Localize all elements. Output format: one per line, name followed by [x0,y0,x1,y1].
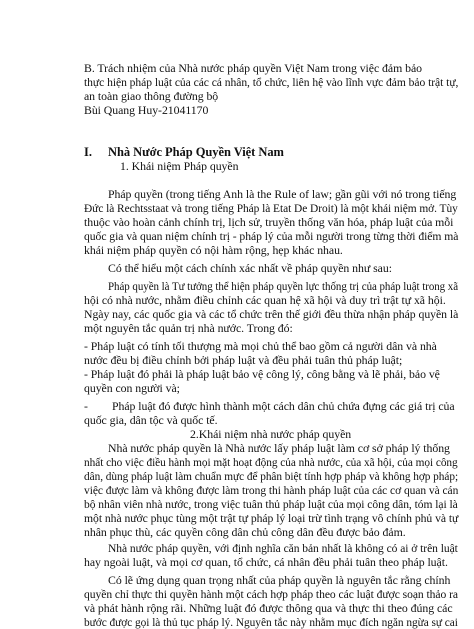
para1-line-5: khái niệm pháp quyền có nội hàm rộng, hẹp khác nhau. [84,243,343,257]
subsection-1-title: 1. Khái niệm Pháp quyền [120,159,239,173]
para6-line-4: bước được gọi là thủ tục pháp lý. Nguyên tắc này nhằm mục đích ngăn ngừa sự cai [84,615,458,629]
header-line-2: thực hiện pháp luật của các cá nhân, tổ chức, liên hệ vào lĩnh vực đảm bảo trật tự, [84,75,459,89]
bullet-1-line-2: nước đều bị điều chỉnh bởi pháp luật và đều phải tuân thủ pháp luật; [84,353,403,367]
para4-line-6: một nhà nước phục tùng một trật tự pháp lý loại trừ tình trạng vô chính phủ và tự [84,511,459,525]
subsection-2-title: 2.Khái niệm nhà nước pháp quyền [190,427,352,441]
para3-line-4: một nguyên tắc quản trị nhà nước. Trong đó: [84,321,293,335]
bullet-3-dash: - [84,399,88,413]
bullet-2-line-2: quyền con người và; [84,381,180,395]
bullet-2-line-1: - Pháp luật đó phải là pháp luật bảo vệ công lý, công bằng và lẽ phải, bảo vệ [84,367,440,381]
bullet-3-line-2: quốc gia, dân tộc và quốc tế. [84,413,218,427]
para6-line-2: quyền chỉ thực thi quyền hành một cách hợp pháp theo các luật được soạn thảo ra [84,587,458,601]
para6-line-1: Có lẽ ứng dụng quan trọng nhất của pháp quyền là nguyên tắc rằng chính [108,573,451,587]
para1-line-2: Đức là Rechtsstaat và trong tiếng Pháp là Etat De Droit) là một khái niệm mở. Tùy [84,201,458,215]
bullet-3-line-1: Pháp luật đó được hình thành một cách dân chủ chứa đựng các giá trị của [112,399,455,413]
para5-line-1: Nhà nước pháp quyền, với định nghĩa căn bản nhất là không có ai ở trên luật [108,541,458,555]
para6-line-3: và phát hành rộng rãi. Những luật đó được thông qua và thực thi theo đúng các [84,601,453,615]
para4-line-1: Nhà nước pháp quyền là Nhà nước lấy pháp luật làm cơ sở pháp lý thống [108,441,450,455]
bullet-1-line-1: - Pháp luật có tính tối thượng mà mọi chủ thể bao gồm cả người dân và nhà [84,339,437,353]
para3-line-2: hội có nhà nước, nhằm điều chỉnh các quan hệ xã hội và duy trì trật tự xã hội. [84,293,446,307]
para4-line-3: dân, dùng pháp luật làm chuẩn mực để phân biệt tính hợp pháp và không hợp pháp; [84,469,459,483]
para3-line-3: Ngày nay, các quốc gia và các tổ chức trên thế giới đều thừa nhận pháp quyền là [84,307,459,321]
para1-line-3: thuộc vào hoàn cảnh chính trị, lịch sử, truyền thống văn hóa, pháp luật của mỗi [84,215,454,229]
para1-line-4: quốc gia và quan niệm chính trị - pháp lý của mỗi người trong từng thời điểm mà [84,229,459,243]
para4-line-7: nhân phục thù, các quyền công dân chủ công dân đều được bảo đảm. [84,525,406,539]
header-line-3: an toàn giao thông đường bộ [84,89,219,103]
author-line: Bùi Quang Huy-21041170 [84,103,209,117]
para4-line-2: nhất cho việc điều hành mọi mặt hoạt động của nhà nước, của xã hội, của mọi công [84,455,458,469]
section-title: Nhà Nước Pháp Quyền Việt Nam [108,145,284,159]
para4-line-4: việc được làm và không được làm trong thi hành pháp luật của các cơ quan và cán [84,483,459,497]
para4-line-5: bộ nhân viên nhà nước, trong việc tuân thủ pháp luật của mọi công dân, tóm lại là [84,497,458,511]
para2-line: Có thể hiểu một cách chính xác nhất về pháp quyền như sau: [108,261,392,275]
para5-line-2: hay ngoài luật, và mọi cơ quan, tổ chức, cá nhân đều phải tuân theo pháp luật. [84,555,448,569]
para3-line-1: Pháp quyền là Tư tưởng thể hiện pháp quyền lực thống trị của pháp luật trong xã [108,279,459,293]
header-line-1: B. Trách nhiệm của Nhà nước pháp quyền Việt Nam trong việc đảm bảo [84,61,422,75]
section-number: I. [84,145,92,159]
para1-line-1: Pháp quyền (trong tiếng Anh là the Rule of law; gần gũi với nó trong tiếng [108,187,457,201]
